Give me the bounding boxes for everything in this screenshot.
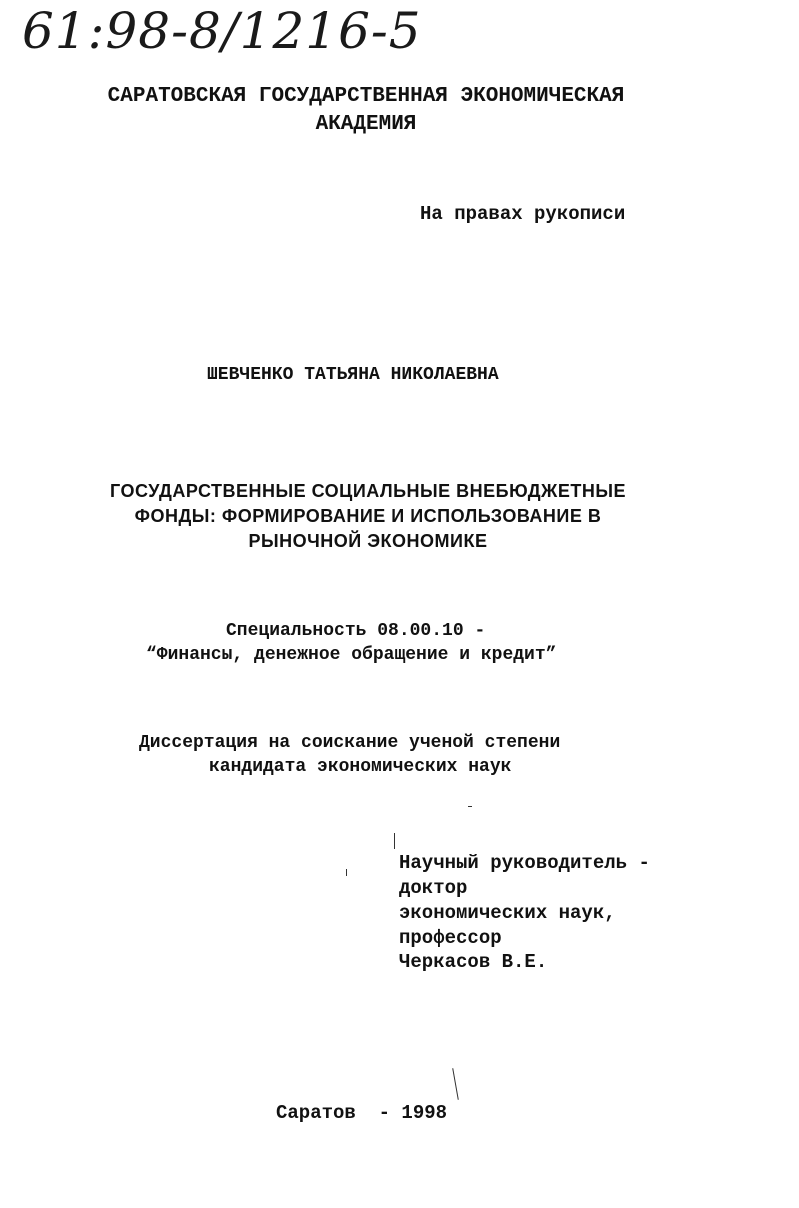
advisor-degree-line2: экономических наук, xyxy=(399,902,616,924)
scan-speck xyxy=(346,869,347,876)
degree-statement-line2: кандидата экономических наук xyxy=(209,757,512,777)
advisor-title: профессор xyxy=(399,927,502,949)
scan-speck xyxy=(394,833,395,849)
manuscript-rights-note: На правах рукописи xyxy=(420,203,626,225)
advisor-role: Научный руководитель - xyxy=(399,852,650,874)
dissertation-title-line2: ФОНДЫ: ФОРМИРОВАНИЕ И ИСПОЛЬЗОВАНИЕ В xyxy=(134,506,602,526)
advisor-degree-line1: доктор xyxy=(399,877,468,899)
degree-statement-line1: Диссертация на соискание ученой степени xyxy=(139,733,561,753)
advisor-name: Черкасов В.Е. xyxy=(399,951,548,973)
institution-name-line1: САРАТОВСКАЯ ГОСУДАРСТВЕННАЯ ЭКОНОМИЧЕСКАЯ xyxy=(107,85,625,108)
specialty-code: Специальность 08.00.10 - xyxy=(226,621,486,641)
institution-name-line2: АКАДЕМИЯ xyxy=(315,113,417,136)
specialty-name: “Финансы, денежное обращение и кредит” xyxy=(146,645,557,665)
dissertation-title-line1: ГОСУДАРСТВЕННЫЕ СОЦИАЛЬНЫЕ ВНЕБЮДЖЕТНЫЕ xyxy=(110,481,626,501)
author-name: ШЕВЧЕНКО ТАТЬЯНА НИКОЛАЕВНА xyxy=(207,365,499,385)
scan-pen-stroke xyxy=(452,1068,459,1100)
city-and-year: Саратов - 1998 xyxy=(276,1102,448,1124)
scan-speck xyxy=(468,806,472,807)
dissertation-title-line3: РЫНОЧНОЙ ЭКОНОМИКЕ xyxy=(248,531,488,551)
handwritten-catalog-code: 61:98-8/1216-5 xyxy=(22,2,422,60)
